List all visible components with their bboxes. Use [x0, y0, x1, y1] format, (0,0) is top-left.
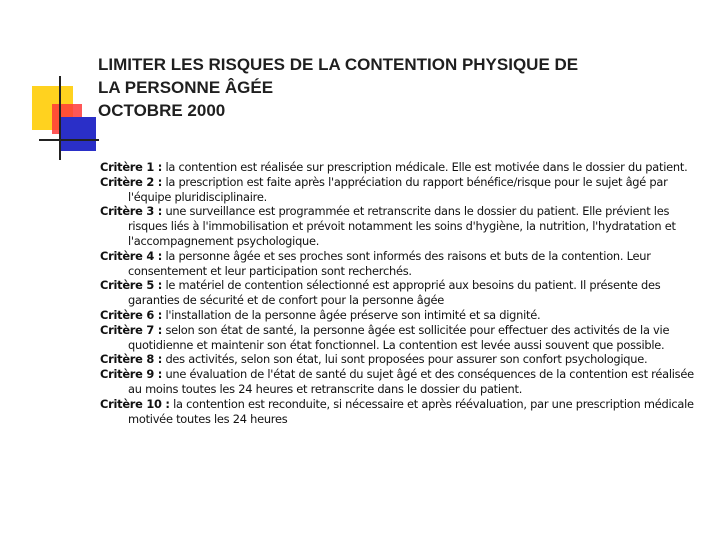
criterion-item — [100, 278, 700, 308]
criterion-text: la contention est réalisée sur prescription médicale. Elle est motivée dans le dossier du patient. — [165, 160, 688, 174]
criterion-text: une surveillance est programmée et retranscrite dans le dossier du patient. Elle prévient les risques liés à l'immobilisation et prévoit notamment les soins d'hygiène, la nutrition, l'hydratation et l'accompagnement psychologique. — [128, 204, 676, 248]
title-line-1: LIMITER LES RISQUES DE LA CONTENTION PHYSIQUE DE — [98, 55, 579, 74]
criterion-label: Critère 4 : — [100, 248, 163, 263]
title-line-3: OCTOBRE 2000 — [98, 101, 226, 120]
logo-vertical-line — [59, 76, 61, 160]
criterion-text: le matériel de contention sélectionné est approprié aux besoins du patient. Il présente des garanties de sécurité et de confort pour la personne âgée — [128, 278, 661, 308]
criterion-item — [100, 249, 700, 279]
criteria-list — [100, 160, 700, 426]
criterion-label: Critère 3 : — [100, 204, 163, 219]
criterion-item — [100, 367, 700, 397]
criterion-item — [100, 352, 700, 367]
criterion-text: la contention est reconduite, si nécessaire et après réévaluation, par une prescription médicale motivée toutes les 24 heures — [128, 396, 694, 426]
criterion-text: la personne âgée et ses proches sont informés des raisons et buts de la contention. Leur consentement et leur participation sont recherchés. — [128, 248, 651, 278]
slide-title — [98, 53, 698, 122]
criterion-label: Critère 5 : — [100, 278, 163, 293]
criterion-item — [100, 397, 700, 427]
criterion-label: Critère 9 : — [100, 367, 163, 382]
title-line-2: LA PERSONNE ÂGÉE — [98, 78, 274, 97]
criterion-text: la prescription est faite après l'appréciation du rapport bénéfice/risque pour le sujet âgé par l'équipe pluridisciplinaire. — [128, 174, 668, 204]
criterion-label: Critère 7 : — [100, 322, 163, 337]
criterion-text: une évaluation de l'état de santé du sujet âgé et des conséquences de la contention est réalisée au moins toutes les 24 heures et retranscrite dans le dossier du patient. — [128, 367, 694, 396]
criterion-item — [100, 204, 700, 248]
criterion-label: Critère 1 : — [100, 160, 163, 174]
criterion-label: Critère 6 : — [100, 307, 163, 322]
criterion-label: Critère 8 : — [100, 352, 163, 367]
criterion-text: des activités, selon son état, lui sont proposées pour assurer son confort psychologique. — [165, 352, 648, 367]
criterion-text: selon son état de santé, la personne âgée est sollicitée pour effectuer des activités de la vie quotidienne et maintenir son état fonctionnel. La contention est levée aussi souvent que possible. — [128, 322, 670, 352]
criterion-item — [100, 308, 700, 323]
criterion-item — [100, 323, 700, 353]
criterion-text: l'installation de la personne âgée préserve son intimité et sa dignité. — [165, 307, 541, 322]
logo-blue-square — [60, 117, 96, 151]
criterion-item — [100, 175, 700, 205]
criterion-label: Critère 10 : — [100, 396, 170, 411]
criterion-item — [100, 160, 700, 175]
criterion-label: Critère 2 : — [100, 174, 163, 189]
logo-horizontal-line — [39, 139, 99, 141]
